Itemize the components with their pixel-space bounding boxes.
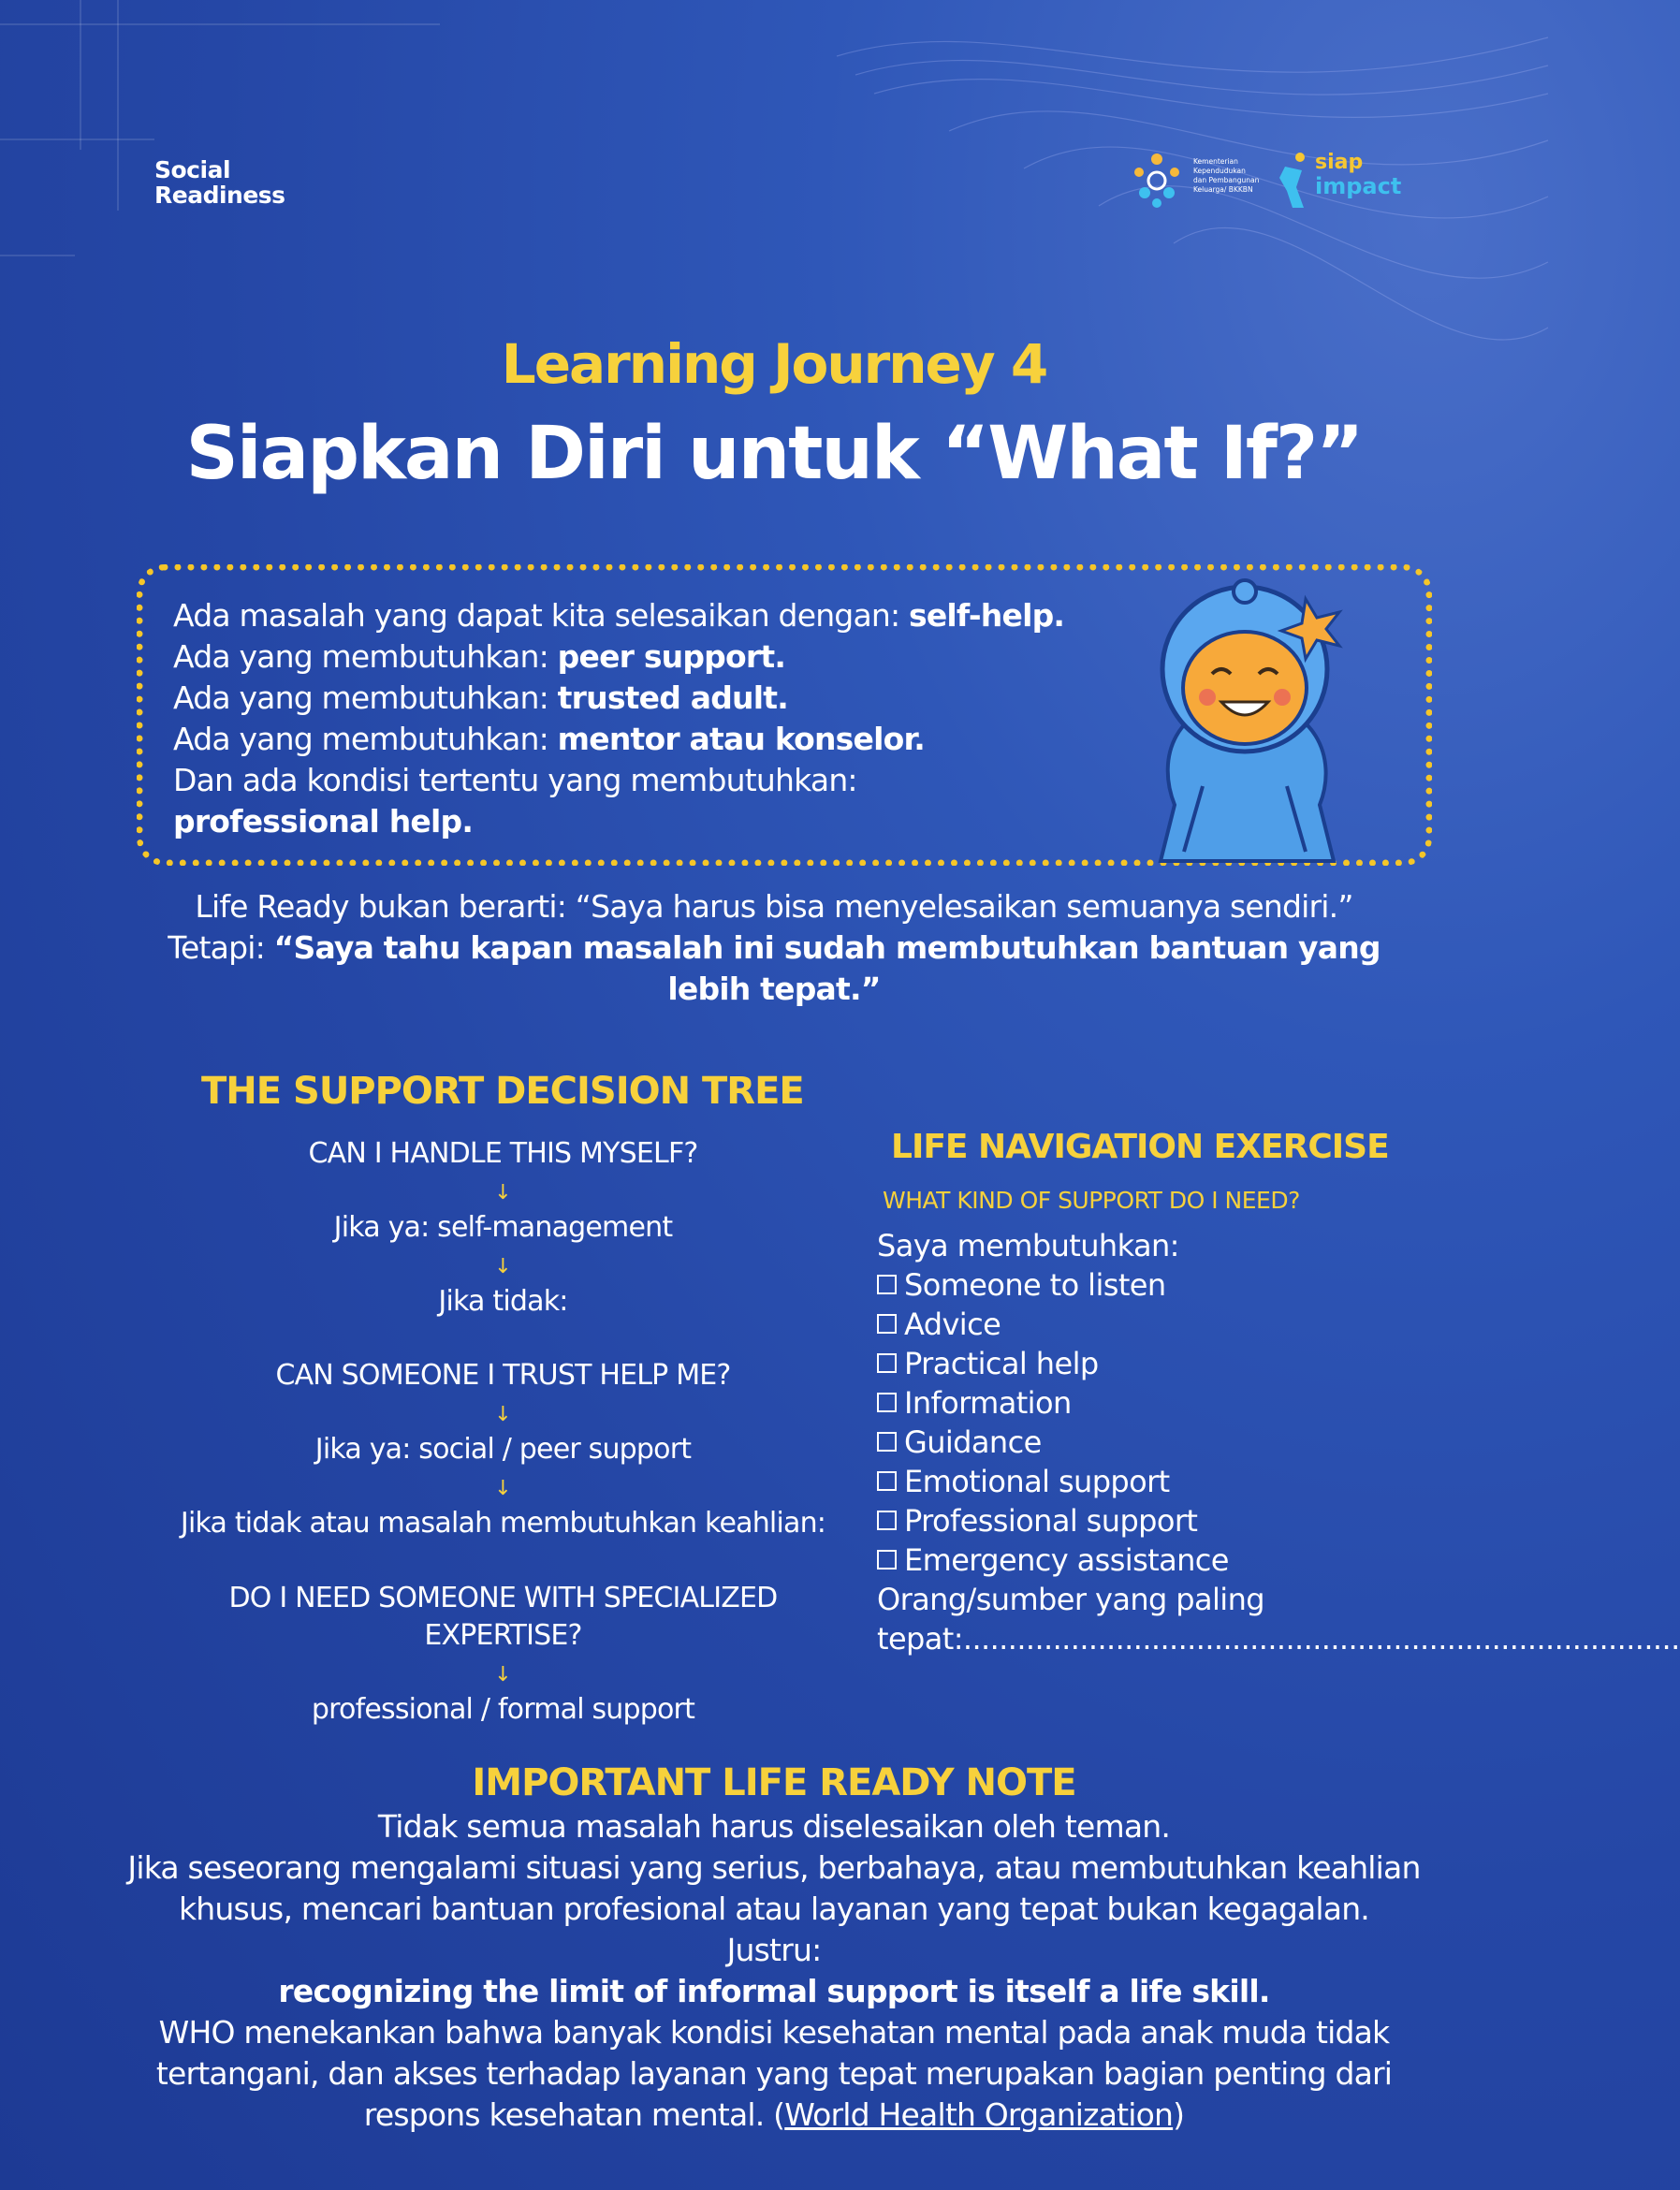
checkbox-icon[interactable] [877, 1432, 897, 1452]
exercise-source-label: Orang/sumber yang paling [877, 1582, 1264, 1617]
note-highlight: recognizing the limit of informal support is itself a life skill. [278, 1973, 1270, 2009]
arrow-down-icon: ↓ [494, 1403, 512, 1426]
support-option[interactable] [877, 1305, 1001, 1344]
support-option[interactable] [877, 1344, 1099, 1383]
siap-logo-text: siap [1315, 151, 1364, 174]
checkbox-icon[interactable] [877, 1471, 897, 1491]
arrow-down-icon: ↓ [494, 1255, 512, 1278]
ministry-name-line-3: dan Pembangunan [1193, 176, 1260, 184]
note-text: respons kesehatan mental. ( [363, 2096, 785, 2133]
callout-highlight: peer support. [557, 638, 786, 675]
impact-logo-text: impact [1315, 173, 1402, 199]
callout-highlight: self-help. [909, 597, 1065, 634]
note-line: WHO menekankan bahwa banyak kondisi kesehatan mental pada anak muda tidak [158, 2014, 1390, 2051]
note-heading: IMPORTANT LIFE READY NOTE [472, 1761, 1076, 1804]
support-option[interactable] [877, 1383, 1072, 1423]
exercise-source-blank: tepat:................................................................................ [877, 1621, 1680, 1657]
support-option[interactable] [877, 1462, 1170, 1501]
grid-decoration [0, 23, 440, 25]
ministry-name-line-2: Kependudukan [1193, 167, 1246, 175]
life-ready-line [0, 927, 1548, 969]
support-option[interactable] [877, 1540, 1229, 1580]
support-option[interactable] [877, 1501, 1197, 1540]
ministry-name-line-1: Kementerian [1193, 157, 1238, 166]
siap-figure-icon [1276, 150, 1313, 212]
checkbox-icon[interactable] [877, 1275, 897, 1294]
arrow-down-icon: ↓ [494, 1477, 512, 1500]
exercise-heading: LIFE NAVIGATION EXERCISE [891, 1128, 1389, 1166]
note-text: ) [1173, 2096, 1185, 2133]
support-option-label: Professional support [904, 1503, 1198, 1539]
note-line: Tidak semua masalah harus diselesaikan oleh teman. [377, 1808, 1171, 1845]
arrow-down-icon: ↓ [494, 1181, 512, 1204]
callout-line [173, 801, 473, 842]
life-ready-line: Life Ready bukan berarti: “Saya harus bisa menyelesaikan semuanya sendiri.” [195, 888, 1353, 925]
arrow-down-icon: ↓ [494, 1663, 512, 1686]
exercise-intro: Saya membutuhkan: [877, 1228, 1179, 1263]
note-line: tertangani, dan akses terhadap layanan yang tepat merupakan bagian penting dari [155, 2055, 1393, 2092]
note-line [0, 2095, 1548, 2136]
partner-logos [1128, 150, 1402, 215]
callout-text: Ada masalah yang dapat kita selesaikan dengan: [173, 597, 909, 634]
tree-question: CAN SOMEONE I TRUST HELP ME? [275, 1359, 731, 1392]
decision-tree-heading: THE SUPPORT DECISION TREE [201, 1070, 804, 1113]
tree-answer: Jika tidak atau masalah membutuhkan keahlian: [180, 1507, 826, 1540]
callout-line [173, 719, 925, 760]
callout-text: Ada yang membutuhkan: [173, 679, 558, 716]
exercise-subheading: WHAT KIND OF SUPPORT DO I NEED? [883, 1187, 1300, 1214]
callout-line: Dan ada kondisi tertentu yang membutuhkan: [173, 762, 857, 798]
support-option-label: Guidance [904, 1424, 1042, 1460]
tree-answer: professional / formal support [311, 1693, 695, 1726]
checkbox-icon[interactable] [877, 1353, 897, 1373]
support-option-label: Information [904, 1385, 1072, 1421]
checkbox-icon[interactable] [877, 1550, 897, 1570]
callout-text: Ada yang membutuhkan: [173, 721, 558, 757]
ministry-name [1193, 157, 1259, 195]
page-subtitle: Learning Journey 4 [501, 332, 1047, 396]
mascot-illustration [1118, 571, 1371, 870]
ministry-name-line-4: Keluarga/ BKKBN [1193, 185, 1253, 194]
note-line: khusus, mencari bantuan profesional atau layanan yang tepat bukan kegagalan. [179, 1891, 1369, 1927]
note-line: Justru: [726, 1932, 822, 1968]
support-option[interactable] [877, 1423, 1042, 1462]
callout-line [173, 678, 788, 719]
tree-question: CAN I HANDLE THIS MYSELF? [308, 1137, 698, 1170]
support-option-label: Emergency assistance [904, 1542, 1229, 1578]
tree-answer: Jika ya: self-management [333, 1211, 673, 1244]
note-line: Jika seseorang mengalami situasi yang serius, berbahaya, atau membutuhkan keahlian [127, 1849, 1421, 1886]
grid-decoration [80, 0, 81, 150]
callout-highlight: professional help. [173, 803, 474, 840]
brand-logo [154, 157, 285, 208]
support-option-label: Someone to listen [904, 1267, 1166, 1303]
tree-answer: Jika ya: social / peer support [314, 1433, 692, 1466]
life-ready-highlight: “Saya tahu kapan masalah ini sudah membutuhkan bantuan yang [273, 929, 1381, 966]
brand-line-1: Social [154, 156, 231, 183]
checkbox-icon[interactable] [877, 1393, 897, 1412]
life-ready-line [0, 969, 1548, 1010]
callout-text: Ada yang membutuhkan: [173, 638, 558, 675]
callout-line [173, 595, 1064, 636]
callout-line [173, 636, 785, 678]
callout-highlight: trusted adult. [557, 679, 788, 716]
life-ready-highlight: lebih tepat.” [667, 971, 881, 1007]
tree-answer: Jika tidak: [438, 1285, 568, 1318]
tree-question: DO I NEED SOMEONE WITH SPECIALIZED [228, 1582, 778, 1614]
brand-line-2: Readiness [154, 182, 285, 209]
grid-decoration [0, 139, 154, 140]
ministry-emblem-icon [1128, 152, 1186, 210]
support-option-label: Advice [904, 1307, 1001, 1342]
support-option-label: Practical help [904, 1346, 1099, 1381]
support-option-label: Emotional support [904, 1464, 1170, 1499]
callout-highlight: mentor atau konselor. [557, 721, 925, 757]
support-option[interactable] [877, 1265, 1166, 1305]
checkbox-icon[interactable] [877, 1511, 897, 1530]
tree-question: EXPERTISE? [424, 1619, 582, 1652]
grid-decoration [117, 0, 119, 211]
who-source-link[interactable]: World Health Organization [784, 2096, 1174, 2133]
grid-decoration [0, 255, 75, 256]
page-title: Siapkan Diri untuk “What If?” [185, 412, 1363, 496]
checkbox-icon[interactable] [877, 1314, 897, 1334]
life-ready-text: Tetapi: [168, 929, 274, 966]
